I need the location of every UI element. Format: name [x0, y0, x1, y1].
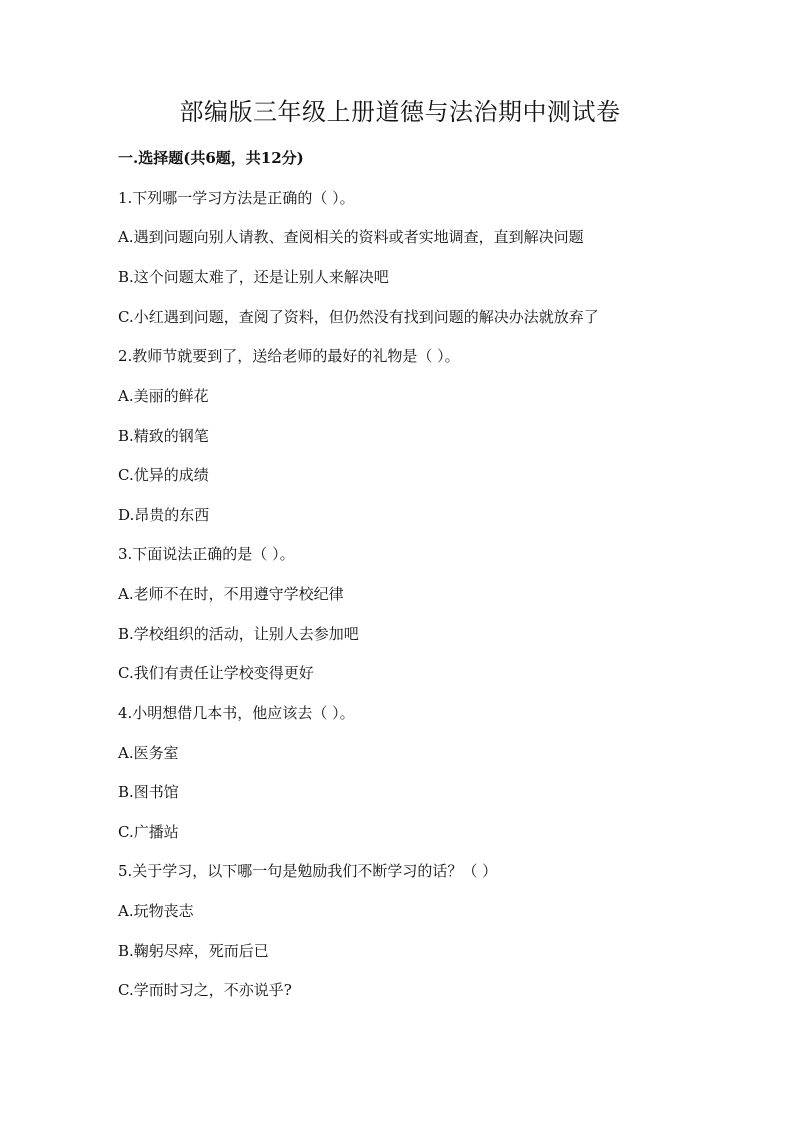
question-3-option-a: A.老师不在时，不用遵守学校纪律 — [118, 585, 344, 603]
question-2-option-a: A.美丽的鲜花 — [118, 387, 209, 405]
question-5-stem: 5.关于学习，以下哪一句是勉励我们不断学习的话？（ ） — [118, 862, 498, 880]
question-3-option-c: C.我们有责任让学校变得更好 — [118, 664, 314, 682]
section-heading: 一.选择题(共6题，共12分) — [118, 149, 304, 167]
question-4-option-b: B.图书馆 — [118, 783, 179, 801]
question-2-option-b: B.精致的钢笔 — [118, 427, 209, 445]
question-5-option-c: C.学而时习之，不亦说乎? — [118, 981, 292, 999]
question-1-stem: 1.下列哪一学习方法是正确的（ ）。 — [118, 189, 355, 207]
question-2-option-d: D.昂贵的东西 — [118, 506, 210, 524]
page-title: 部编版三年级上册道德与法治期中测试卷 — [179, 98, 621, 126]
question-4-stem: 4.小明想借几本书，他应该去（ ）。 — [118, 704, 355, 722]
question-1-option-a: A.遇到问题向别人请教、查阅相关的资料或者实地调查，直到解决问题 — [118, 228, 584, 246]
question-2-option-c: C.优异的成绩 — [118, 466, 209, 484]
question-4-option-c: C.广播站 — [118, 823, 179, 841]
question-1-option-b: B.这个问题太难了，还是让别人来解决吧 — [118, 268, 389, 286]
question-3-stem: 3.下面说法正确的是（ ）。 — [118, 545, 295, 563]
question-4-option-a: A.医务室 — [118, 744, 179, 762]
question-5-option-a: A.玩物丧志 — [118, 902, 194, 920]
question-2-stem: 2.教师节就要到了，送给老师的最好的礼物是（ ）。 — [118, 347, 460, 365]
question-1-option-c: C.小红遇到问题，查阅了资料，但仍然没有找到问题的解决办法就放弃了 — [118, 308, 599, 326]
question-5-option-b: B.鞠躬尽瘁，死而后已 — [118, 942, 269, 960]
question-3-option-b: B.学校组织的活动，让别人去参加吧 — [118, 625, 359, 643]
